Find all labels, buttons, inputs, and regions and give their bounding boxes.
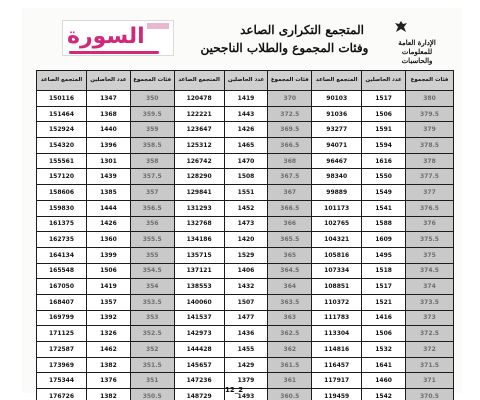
table-cell: 1551	[224, 185, 268, 201]
table-cell: 175344	[37, 373, 87, 389]
table-cell: 1550	[362, 169, 406, 185]
table-row	[37, 389, 454, 400]
eagle-emblem-icon	[394, 20, 408, 34]
table-cell: 164134	[37, 247, 87, 263]
table-cell: 1470	[224, 153, 268, 169]
table-cell: 1392	[87, 310, 131, 326]
table-cell: 98340	[312, 169, 362, 185]
table-row	[37, 373, 454, 389]
table-cell: 1426	[87, 216, 131, 232]
table-cell: 1455	[224, 342, 268, 358]
table-cell: 1508	[224, 169, 268, 185]
table-cell: 1477	[224, 310, 268, 326]
column-header: عدد الحاصلين	[224, 71, 268, 91]
table-cell: 1452	[224, 200, 268, 216]
table-cell: 1521	[362, 294, 406, 310]
table-cell: 108851	[312, 279, 362, 295]
table-cell: 355.5	[130, 232, 174, 248]
table-cell: 152924	[37, 122, 87, 138]
table-cell: 157120	[37, 169, 87, 185]
table-cell: 91036	[312, 106, 362, 122]
table-cell: 94071	[312, 138, 362, 154]
table-cell: 107334	[312, 263, 362, 279]
table-row	[37, 357, 454, 373]
table-cell: 125312	[174, 138, 224, 154]
table-cell: 141537	[174, 310, 224, 326]
table-cell: 110372	[312, 294, 362, 310]
table-cell: 123647	[174, 122, 224, 138]
table-cell: 354.5	[130, 263, 174, 279]
table-header-row	[37, 71, 454, 91]
table-cell: 101173	[312, 200, 362, 216]
table-cell: 374.5	[406, 263, 454, 279]
table-cell: 1396	[87, 138, 131, 154]
table-cell: 132768	[174, 216, 224, 232]
table-cell: 376.5	[406, 200, 454, 216]
table-cell: 1382	[87, 389, 131, 400]
table-cell: 1436	[224, 326, 268, 342]
table-cell: 366.5	[268, 138, 312, 154]
table-cell: 165548	[37, 263, 87, 279]
table-cell: 378.5	[406, 138, 454, 154]
table-cell: 114816	[312, 342, 362, 358]
table-cell: 148729	[174, 389, 224, 400]
table-cell: 1382	[87, 357, 131, 373]
table-cell: 1493	[224, 389, 268, 400]
table-cell: 167050	[37, 279, 87, 295]
table-cell: 1432	[224, 279, 268, 295]
table-cell: 1360	[87, 232, 131, 248]
table-cell: 1616	[362, 153, 406, 169]
logo-tag	[147, 23, 169, 29]
table-cell: 147236	[174, 373, 224, 389]
column-header: المتجمع الصاعد	[174, 71, 224, 91]
table-row	[37, 122, 454, 138]
table-cell: 1541	[362, 200, 406, 216]
table-cell: 1609	[362, 232, 406, 248]
table-cell: 129841	[174, 185, 224, 201]
table-cell: 1529	[224, 247, 268, 263]
table-cell: 90103	[312, 91, 362, 107]
table-cell: 1495	[362, 247, 406, 263]
table-cell: 368	[268, 153, 312, 169]
table-row	[37, 232, 454, 248]
table-cell: 1473	[224, 216, 268, 232]
table-cell: 1426	[224, 122, 268, 138]
table-cell: 1399	[87, 247, 131, 263]
table-cell: 371	[406, 373, 454, 389]
column-header: المتجمع الصاعد	[37, 71, 87, 91]
table-cell: 366	[268, 216, 312, 232]
table-cell: 373	[406, 310, 454, 326]
table-cell: 354	[130, 279, 174, 295]
page-number: 12_2	[225, 386, 244, 394]
table-row	[37, 279, 454, 295]
table-cell: 119459	[312, 389, 362, 400]
table-cell: 102765	[312, 216, 362, 232]
table-cell: 1326	[87, 326, 131, 342]
table-cell: 1301	[87, 153, 131, 169]
table-cell: 367	[268, 185, 312, 201]
table-cell: 1416	[362, 310, 406, 326]
table-cell: 374	[406, 279, 454, 295]
table-cell: 361.5	[268, 357, 312, 373]
table-cell: 158606	[37, 185, 87, 201]
table-cell: 377.5	[406, 169, 454, 185]
table-cell: 172587	[37, 342, 87, 358]
table-cell: 122221	[174, 106, 224, 122]
table-cell: 380	[406, 91, 454, 107]
table-cell: 137121	[174, 263, 224, 279]
logo-swoosh	[69, 51, 159, 54]
table-cell: 96467	[312, 153, 362, 169]
table-cell: 350.5	[130, 389, 174, 400]
table-row	[37, 216, 454, 232]
table-cell: 138553	[174, 279, 224, 295]
table-row	[37, 310, 454, 326]
table-row	[37, 200, 454, 216]
table-cell: 1518	[362, 263, 406, 279]
table-cell: 1419	[87, 279, 131, 295]
table-cell: 1379	[224, 373, 268, 389]
table-row	[37, 91, 454, 107]
document-title-line2: وفئات المجموع والطلاب الناجحين	[200, 41, 369, 55]
table-cell: 1443	[224, 106, 268, 122]
table-cell: 351	[130, 373, 174, 389]
table-cell: 93277	[312, 122, 362, 138]
table-cell: 363	[268, 310, 312, 326]
table-cell: 370.5	[406, 389, 454, 400]
table-cell: 1549	[362, 185, 406, 201]
table-cell: 365.5	[268, 232, 312, 248]
column-header: فئات المجموع	[406, 71, 454, 91]
table-cell: 357.5	[130, 169, 174, 185]
table-cell: 379	[406, 122, 454, 138]
table-cell: 367.5	[268, 169, 312, 185]
table-cell: 358.5	[130, 138, 174, 154]
table-cell: 169799	[37, 310, 87, 326]
table-cell: 1347	[87, 91, 131, 107]
table-cell: 131293	[174, 200, 224, 216]
table-row	[37, 106, 454, 122]
table-row	[37, 294, 454, 310]
table-cell: 113304	[312, 326, 362, 342]
table-cell: 1591	[362, 122, 406, 138]
table-cell: 134186	[174, 232, 224, 248]
table-cell: 1357	[87, 294, 131, 310]
logo-brand-text: السورة	[67, 24, 145, 49]
table-cell: 173969	[37, 357, 87, 373]
table-row	[37, 247, 454, 263]
table-cell: 1460	[362, 373, 406, 389]
column-header: عدد الحاصلين	[362, 71, 406, 91]
table-cell: 1385	[87, 185, 131, 201]
table-cell: 1506	[87, 263, 131, 279]
table-cell: 365	[268, 247, 312, 263]
table-cell: 99889	[312, 185, 362, 201]
table-cell: 360.5	[268, 389, 312, 400]
table-cell: 375	[406, 247, 454, 263]
table-cell: 1429	[224, 357, 268, 373]
table-cell: 359.5	[130, 106, 174, 122]
table-cell: 352	[130, 342, 174, 358]
table-cell: 126742	[174, 153, 224, 169]
table-cell: 1439	[87, 169, 131, 185]
table-cell: 1594	[362, 138, 406, 154]
table-cell: 378	[406, 153, 454, 169]
table-cell: 117917	[312, 373, 362, 389]
table-row	[37, 326, 454, 342]
table-cell: 142973	[174, 326, 224, 342]
table-cell: 372.5	[406, 326, 454, 342]
table-cell: 364.5	[268, 263, 312, 279]
table-cell: 364	[268, 279, 312, 295]
table-row	[37, 342, 454, 358]
table-cell: 161375	[37, 216, 87, 232]
table-cell: 1420	[224, 232, 268, 248]
table-cell: 362.5	[268, 326, 312, 342]
column-header: المتجمع الصاعد	[312, 71, 362, 91]
table-cell: 361	[268, 373, 312, 389]
table-cell: 144428	[174, 342, 224, 358]
table-cell: 1465	[224, 138, 268, 154]
table-cell: 357	[130, 185, 174, 201]
table-cell: 1368	[87, 106, 131, 122]
table-cell: 356.5	[130, 200, 174, 216]
table-cell: 359	[130, 122, 174, 138]
table-row	[37, 169, 454, 185]
table-cell: 154320	[37, 138, 87, 154]
table-cell: 352.5	[130, 326, 174, 342]
authority-line1: الإدارة العامة للمعلومات	[398, 38, 436, 56]
table-cell: 151464	[37, 106, 87, 122]
table-cell: 1506	[362, 106, 406, 122]
table-row	[37, 263, 454, 279]
document-page	[22, 8, 462, 400]
table-cell: 1532	[362, 342, 406, 358]
authority-line2: والحاسبات	[401, 56, 433, 65]
table-cell: 168407	[37, 294, 87, 310]
table-cell: 1542	[362, 389, 406, 400]
site-logo	[62, 20, 174, 56]
table-cell: 111783	[312, 310, 362, 326]
table-cell: 363.5	[268, 294, 312, 310]
table-cell: 372.5	[268, 106, 312, 122]
table-cell: 1588	[362, 216, 406, 232]
table-cell: 120478	[174, 91, 224, 107]
table-cell: 356	[130, 216, 174, 232]
table-cell: 1507	[224, 294, 268, 310]
column-header: فئات المجموع	[268, 71, 312, 91]
table-cell: 116457	[312, 357, 362, 373]
document-title-line1: المتجمع التكرارى الصاعد	[240, 23, 364, 37]
table-cell: 350	[130, 91, 174, 107]
table-cell: 372	[406, 342, 454, 358]
table-cell: 140060	[174, 294, 224, 310]
table-row	[37, 153, 454, 169]
table-row	[37, 138, 454, 154]
table-cell: 176726	[37, 389, 87, 400]
table-cell: 1419	[224, 91, 268, 107]
table-cell: 362	[268, 342, 312, 358]
table-cell: 375.5	[406, 232, 454, 248]
table-cell: 1506	[362, 326, 406, 342]
table-cell: 135715	[174, 247, 224, 263]
cumulative-frequency-table	[36, 70, 454, 400]
table-body	[37, 91, 454, 400]
table-cell: 162735	[37, 232, 87, 248]
table-cell: 355	[130, 247, 174, 263]
table-cell: 377	[406, 185, 454, 201]
table-cell: 155561	[37, 153, 87, 169]
table-cell: 128290	[174, 169, 224, 185]
table-cell: 358	[130, 153, 174, 169]
table-cell: 353.5	[130, 294, 174, 310]
table-cell: 1517	[362, 279, 406, 295]
table-cell: 1517	[362, 91, 406, 107]
column-header: فئات المجموع	[130, 71, 174, 91]
table-cell: 150116	[37, 91, 87, 107]
table-cell: 1440	[87, 122, 131, 138]
table-cell: 371.5	[406, 357, 454, 373]
table-cell: 376	[406, 216, 454, 232]
table-cell: 370	[268, 91, 312, 107]
table-cell: 1641	[362, 357, 406, 373]
table-cell: 369.5	[268, 122, 312, 138]
table-cell: 366.5	[268, 200, 312, 216]
column-header: عدد الحاصلين	[87, 71, 131, 91]
table-cell: 104321	[312, 232, 362, 248]
table-cell: 1406	[224, 263, 268, 279]
table-cell: 159830	[37, 200, 87, 216]
table-cell: 105816	[312, 247, 362, 263]
table-cell: 1444	[87, 200, 131, 216]
table-row	[37, 185, 454, 201]
table-cell: 1376	[87, 373, 131, 389]
table-cell: 351.5	[130, 357, 174, 373]
table-cell: 373.5	[406, 294, 454, 310]
table-cell: 1462	[87, 342, 131, 358]
table-cell: 145657	[174, 357, 224, 373]
issuing-authority	[382, 38, 452, 65]
table-cell: 171125	[37, 326, 87, 342]
table-cell: 379.5	[406, 106, 454, 122]
table-cell: 353	[130, 310, 174, 326]
